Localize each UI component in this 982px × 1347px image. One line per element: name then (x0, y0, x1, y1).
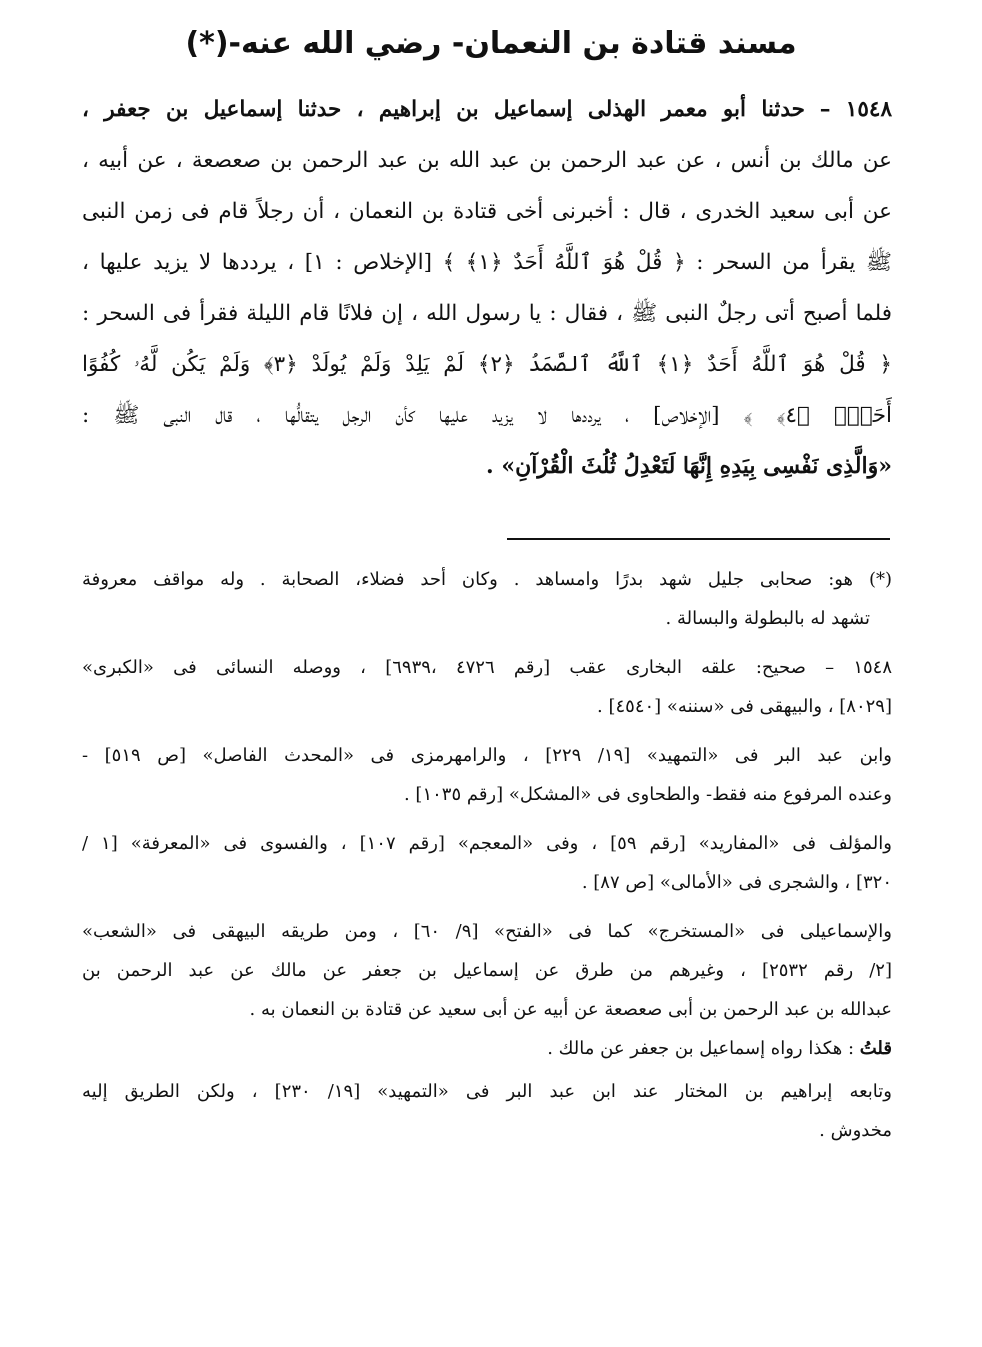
hadith-line-text: حدثنا أبو معمر الهذلى إسماعيل بن إبراهيم ، حدثنا إسماعيل بن جعفر ، (82, 97, 805, 122)
footnote-line: ١٥٤٨ – صحيح: علقه البخارى عقب [رقم ٤٧٢٦ ،٦٩٣٩] ، ووصله النسائى فى «الكبرى» (82, 657, 892, 678)
footnote-line: والمؤلف فى «المفاريد» [رقم ٥٩] ، وفى «المعجم» [رقم ١٠٧] ، والفسوى فى «المعرفة» [١ / (82, 833, 892, 854)
hadith-text (82, 84, 892, 492)
hadith-final-quote: «وَالَّذِى نَفْسِى بِيَدِهِ إِنَّهَا لَتَعْدِلُ ثُلُثَ الْقُرْآنِ» . (486, 453, 892, 479)
hadith-line: أَحَدٌۢ ﴿٤﴾ ﴾ [الإخلاص] ، يرددها لا يزيد عليها كأن الرجل يتقالُّها ، قال النبى ﷺ : (82, 403, 892, 428)
footnote-line: [٢/ رقم ٢٥٣٢] ، وغيرهم من طرق عن إسماعيل بن جعفر عن مالك عن عبد الرحمن بن (82, 960, 892, 981)
footnote-paragraph (82, 824, 892, 902)
footnote-takhrij (82, 648, 892, 726)
footnote-line: تشهد له بالبطولة والبسالة . (665, 608, 870, 629)
page-title: مسند قتادة بن النعمان- رضي الله عنه-(*) (185, 26, 797, 61)
footnote-line: مخدوش . (819, 1120, 892, 1141)
hadith-line: عن مالك بن أنس ، عن عبد الرحمن بن عبد الله بن عبد الرحمن بن صعصعة ، عن أبيه ، (82, 148, 892, 173)
footnote-text: : هكذا رواه إسماعيل بن جعفر عن مالك . (547, 1038, 855, 1059)
footnote-paragraph (82, 736, 892, 814)
footnote-line (82, 1029, 892, 1068)
hadith-line: فلما أصبح أتى رجلٌ النبى ﷺ ، فقال : يا رسول الله ، إن فلانًا قام الليلة فقرأ فى السحر : (82, 301, 892, 326)
footnote-biography (82, 560, 892, 638)
footnote-line: [٨٠٢٩] ، والبيهقى فى «سننه» [٤٥٤٠] . (597, 696, 892, 717)
hadith-line (82, 84, 892, 135)
footnote-line: والإسماعيلى فى «المستخرج» كما فى «الفتح» [٩/ ٦٠] ، ومن طريقه البيهقى فى «الشعب» (82, 921, 892, 942)
footnote-line: وابن عبد البر فى «التمهيد» [١٩/ ٢٢٩] ، والرامهرمزى فى «المحدث الفاصل» [ص ٥١٩] - (82, 745, 892, 766)
footnote-line: ٣٢٠] ، والشجرى فى «الأمالى» [ص ٨٧] . (581, 872, 892, 893)
hadith-line: عن أبى سعيد الخدرى ، قال : أخبرنى أخى قتادة بن النعمان ، أن رجلاً قام فى زمن النبى (82, 199, 892, 224)
footnote-line: عبدالله بن عبد الرحمن بن أبى صعصعة عن أبيه عن أبى سعيد عن قتادة بن النعمان به . (249, 999, 892, 1020)
hadith-line: ﷺ يقرأ من السحر : ﴿ قُلْ هُوَ ٱللَّهُ أَحَدٌ ﴿١﴾ ﴾ [الإخلاص : ١] ، يرددها لا يزيد عليها ، (82, 250, 892, 275)
footnote-paragraph (82, 1072, 892, 1150)
footnote-paragraph (82, 912, 892, 1068)
footnote-line: (*) هو: صحابى جليل شهد بدرًا وامساهد . وكان أحد فضلاء، الصحابة . وله مواقف معروفة (82, 569, 892, 590)
footnote-line: وتابعه إبراهيم بن المختار عند ابن عبد البر فى «التمهيد» [١٩/ ٢٣٠] ، ولكن الطريق إليه (82, 1081, 892, 1102)
hadith-number: ١٥٤٨ – (819, 97, 892, 122)
footnotes (82, 560, 892, 1160)
footnote-line: وعنده المرفوع منه فقط- والطحاوى فى «المشكل» [رقم ١٠٣٥] . (403, 784, 892, 805)
footnote-divider (507, 538, 890, 540)
hadith-line: ﴿ قُلْ هُوَ ٱللَّهُ أَحَدٌ ﴿١﴾ ٱللَّهُ ٱلصَّمَدُ ﴿٢﴾ لَمْ يَلِدْ وَلَمْ يُولَدْ ﴿٣﴾ وَلَمْ يَكُن لَّهُۥ كُفُوًا (82, 352, 892, 377)
footnote-label: قلتُ (859, 1038, 892, 1059)
